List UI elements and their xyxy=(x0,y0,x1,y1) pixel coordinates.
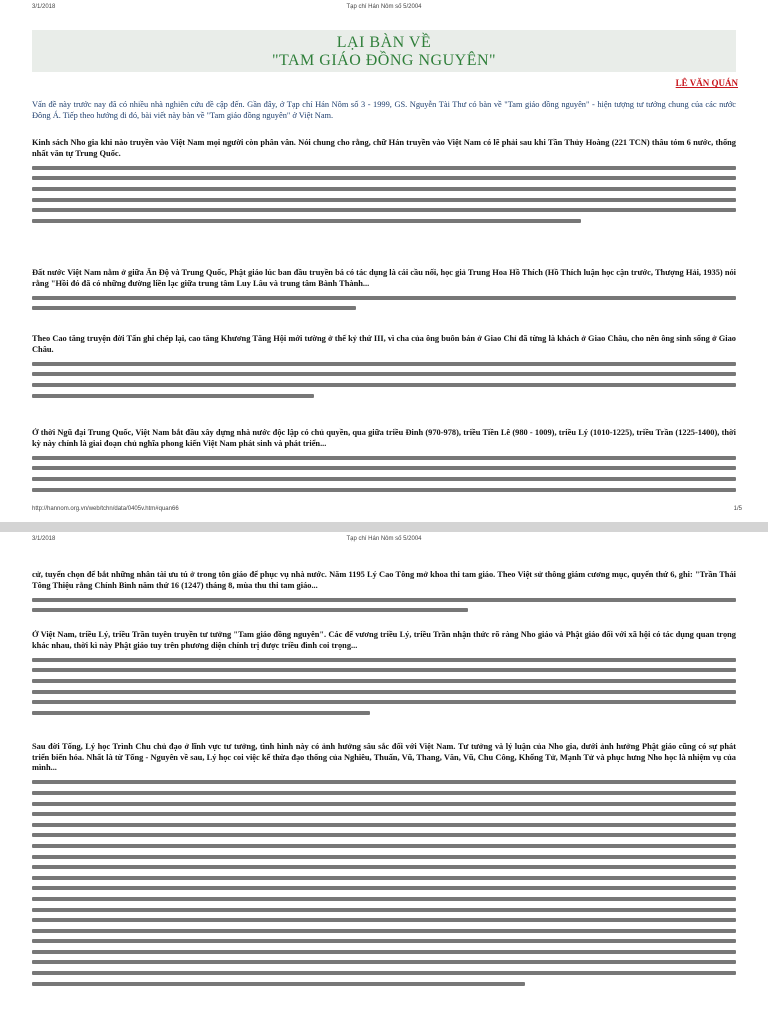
paragraph-6-text: Ở Việt Nam, triều Lý, triều Trần tuyên truyền tư tưởng "Tam giáo đồng nguyên". Các đế vương triều Lý, triều Trần nhận thức rõ ràng Nho giáo và Phật giáo đối với xã hội có tác dụng quan trọng khác nhau, thời kì này Phật giáo tuy trên phương diện chính trị được triều đình coi trọng... xyxy=(32,630,736,650)
intro-text: Vấn đề này trước nay đã có nhiều nhà nghiên cứu đề cập đến. Gần đây, ở Tạp chí Hán Nôm số 3 - 1999, GS. Nguyễn Tài Thư có bàn về "Tam giáo đồng nguyên" - hiện tượng tư tưởng chung của các nước Đông Á. Tiếp theo hướng đi đó, bài viết này bàn về "Tam giáo đồng nguyên" ở Việt Nam. xyxy=(32,100,736,120)
source-url[interactable]: http://hannom.org.vn/web/tchn/data/0405v.htm#quan66 xyxy=(32,506,179,512)
paragraph-7 xyxy=(32,742,736,1018)
paragraph-3-text: Theo Cao tăng truyện đời Tấn ghi chép lại, cao tăng Khương Tăng Hội mới tường ở thế kỷ thứ III, vì cha của ông buôn bán ở Giao Chỉ đã từng là khách ở Giao Châu, cho nên ông sinh sống ở Giao Châu. xyxy=(32,334,736,354)
paragraph-6-continued xyxy=(32,658,736,715)
document-page-2 xyxy=(0,532,768,1024)
article-title-line-1: LẠI BÀN VỀ xyxy=(336,34,432,51)
paragraph-1 xyxy=(32,138,736,254)
journal-header: Tạp chí Hán Nôm số 5/2004 xyxy=(346,536,422,542)
paragraph-2 xyxy=(32,268,736,324)
paragraph-5 xyxy=(32,570,736,624)
paragraph-5-text: cử, tuyển chọn để bắt những nhân tài ưu tú ở trong tôn giáo để phục vụ nhà nước. Năm 1195 Lý Cao Tông mở khoa thi tam giáo. Theo Việt sử thông giám cương mục, quyển thứ 6, ghi: "Trần Thái Tông Thiệu rằng Chính Bình năm thứ 16 (1247) tháng 8, mùa thu thi tam giáo... xyxy=(32,570,736,590)
journal-header: Tạp chí Hán Nôm số 5/2004 xyxy=(346,4,422,10)
paragraph-1-continued xyxy=(32,166,736,223)
page-header xyxy=(0,536,768,548)
author-link[interactable]: LÊ VĂN QUÁN xyxy=(675,78,738,88)
paragraph-4 xyxy=(32,428,736,508)
paragraph-5-continued xyxy=(32,598,736,613)
paragraph-7-text: Sau đời Tống, Lý học Trình Chu chủ đạo ở lĩnh vực tư tưởng, tình hình này có ảnh hưởng sâu sắc đối với Việt Nam. Tư tưởng và lý luận của Nho gia, dưới ảnh hưởng Phật giáo cũng có sự phát triển biến hóa. Nhất là từ Tống - Nguyên về sau, Lý học coi việc kế thừa đạo thống của Nghiêu, Thuấn, Vũ, Thang, Văn, Vũ, Chu Công, Khổng Tử, Mạnh Tử và phục hưng Nho học là nhiệm vụ của mình... xyxy=(32,742,736,773)
page-header xyxy=(0,4,768,16)
paragraph-2-continued xyxy=(32,296,736,311)
paragraph-6 xyxy=(32,630,736,736)
paragraph-4-text: Ở thời Ngũ đại Trung Quốc, Việt Nam bắt đầu xây dựng nhà nước độc lập có chủ quyền, qua giữa triều Đinh (970-978), triều Tiền Lê (980 - 1009), triều Lý (1010-1225), triều Trần (1225-1400), thời kỳ này chính là giai đoạn chủ nghĩa phong kiến Việt Nam phát sinh và phát triển... xyxy=(32,428,736,448)
paragraph-3 xyxy=(32,334,736,414)
paragraph-7-continued xyxy=(32,780,736,985)
print-date: 3/1/2018 xyxy=(32,536,56,542)
article-title-line-2: "TAM GIÁO ĐỒNG NGUYÊN" xyxy=(271,52,497,69)
paragraph-3-continued xyxy=(32,362,736,398)
paragraph-2-text: Đất nước Việt Nam nằm ở giữa Ấn Độ và Trung Quốc, Phật giáo lúc ban đầu truyền bá có tác dụng là cái cầu nối, học giả Trung Hoa Hồ Thích (Hồ Thích luận học cận trước, Thượng Hải, 1935) nói rằng "Hồi đó đã có những đường liền lạc giữa trung tâm Luy Lâu và trung tâm Bành Thành... xyxy=(32,268,736,288)
page-footer xyxy=(0,506,768,518)
article-title-box xyxy=(32,30,736,72)
page-number: 1/5 xyxy=(733,506,742,512)
print-date: 3/1/2018 xyxy=(32,4,56,10)
paragraph-4-continued xyxy=(32,456,736,492)
intro-paragraph xyxy=(32,100,736,124)
paragraph-1-text: Kinh sách Nho gia khi nào truyền vào Việt Nam mọi người còn phân vân. Nói chung cho rằng, chữ Hán truyền vào Việt Nam có lẽ phải sau khi Tần Thủy Hoàng (221 TCN) thâu tóm 6 nước, thống nhất văn tự Trung Quốc. xyxy=(32,138,736,158)
